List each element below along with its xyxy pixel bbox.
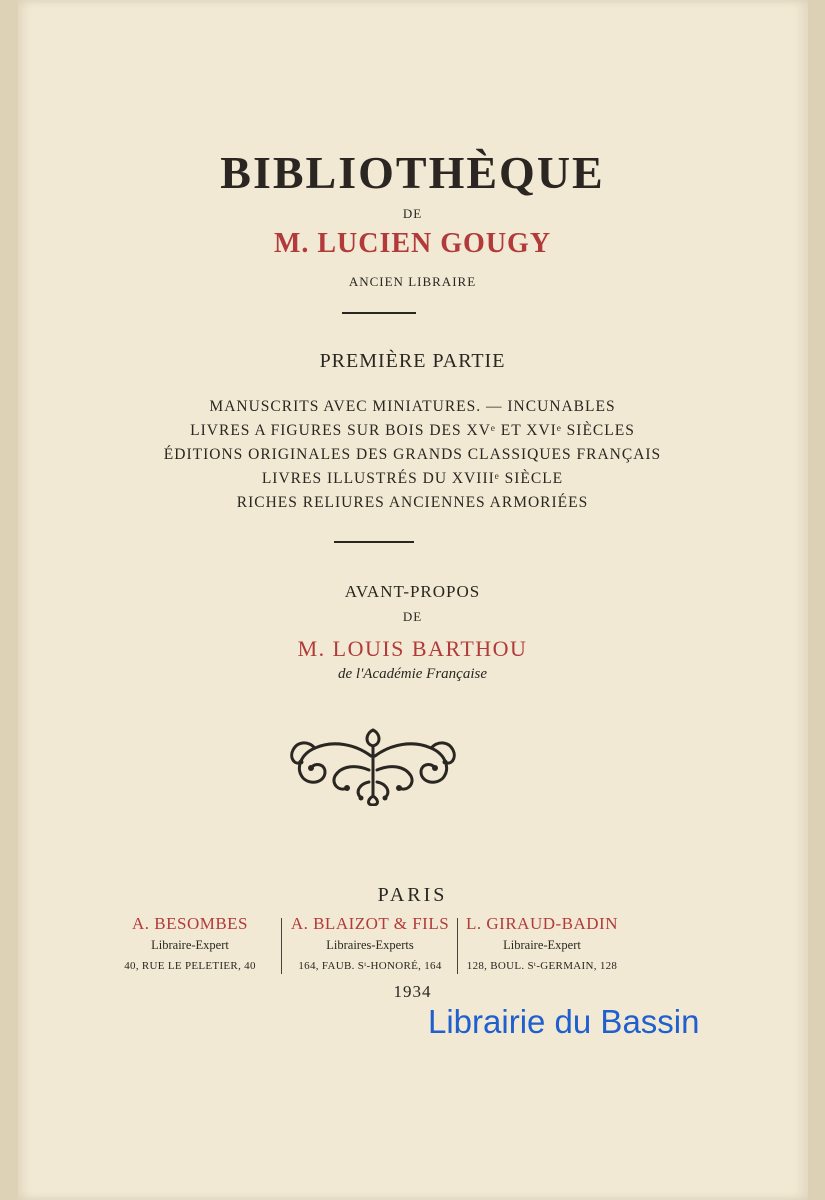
publisher-role: Libraires-Experts [326, 938, 414, 952]
divider-rule-2 [334, 541, 414, 543]
subject-line: LIVRES A FIGURES SUR BOIS DES XVᵉ ET XVIᵉ SIÈCLES [190, 422, 635, 439]
de-label: DE [402, 206, 423, 221]
owner-role: ANCIEN LIBRAIRE [348, 274, 477, 289]
subject-line: ÉDITIONS ORIGINALES DES GRANDS CLASSIQUES FRANÇAIS [163, 446, 662, 463]
publisher-separator [281, 918, 282, 974]
divider-rule-1 [342, 312, 416, 314]
foreword-author-title: de l'Académie Française [338, 666, 487, 682]
fleuron-ornament-icon [285, 726, 461, 806]
owner-name: M. LUCIEN GOUGY [273, 228, 552, 259]
publisher-address: 40, RUE LE PELETIER, 40 [124, 960, 256, 972]
publisher-address: 164, FAUB. Sᵗ-HONORÉ, 164 [298, 960, 442, 972]
publisher-address: 128, BOUL. Sᵗ-GERMAIN, 128 [466, 960, 618, 972]
foreword-label: AVANT-PROPOS [344, 582, 481, 601]
imprint-city: PARIS [377, 884, 448, 906]
subject-line: MANUSCRITS AVEC MINIATURES. — INCUNABLES [209, 398, 616, 415]
seller-watermark: Librairie du Bassin [428, 1003, 700, 1040]
publisher-role: Libraire-Expert [503, 938, 581, 952]
subject-line: RICHES RELIURES ANCIENNES ARMORIÉES [236, 494, 589, 511]
publisher-1 [110, 914, 270, 972]
publication-year: 1934 [393, 982, 432, 1001]
publisher-2 [286, 914, 454, 972]
catalog-title: BIBLIOTHÈQUE [220, 147, 605, 198]
publisher-separator [457, 918, 458, 974]
publisher-3 [462, 914, 622, 972]
subject-line: LIVRES ILLUSTRÉS DU XVIIIᵉ SIÈCLE [261, 470, 564, 487]
publisher-name: A. BLAIZOT & FILS [290, 914, 450, 933]
publisher-name: A. BESOMBES [131, 914, 249, 933]
foreword-author: M. LOUIS BARTHOU [297, 636, 528, 661]
publisher-name: L. GIRAUD-BADIN [466, 914, 618, 933]
part-heading: PREMIÈRE PARTIE [319, 350, 506, 372]
de-label-2: DE [402, 609, 423, 624]
publisher-role: Libraire-Expert [151, 938, 229, 952]
